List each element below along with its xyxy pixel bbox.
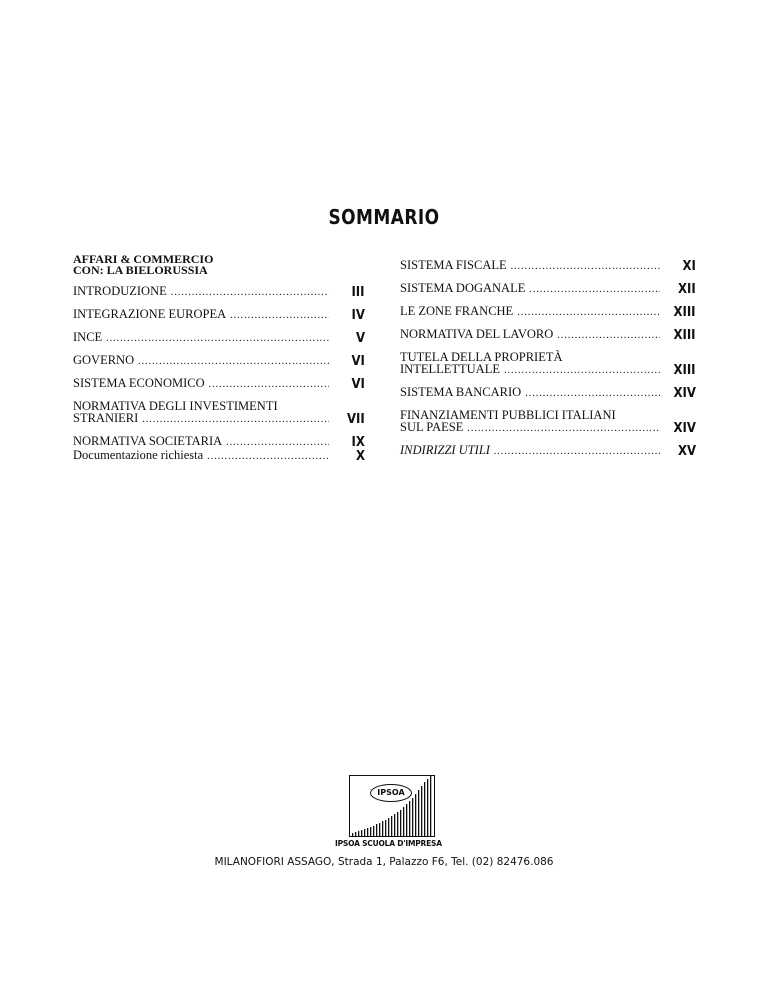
toc-entry-normativa-investimenti[interactable] [73,400,365,426]
toc-page-number: XIII [673,328,696,343]
toc-entry-sistema-doganale[interactable] [400,282,696,296]
toc-entry-label: INTRODUZIONE [73,284,167,298]
toc-page-number: XII [678,282,696,297]
section-heading-line-1: AFFARI & COMMERCIO [73,252,214,266]
toc-entry-label: SISTEMA FISCALE [400,258,507,272]
dot-leader [171,287,329,299]
logo-box [349,775,435,837]
toc-page-number: X [355,449,365,464]
toc-entry-label: INDIRIZZI UTILI [400,443,490,457]
toc-entry-documentazione-richiesta[interactable] [73,449,365,463]
toc-entry-label: STRANIERI [73,411,139,425]
toc-page-number: XV [677,444,696,459]
toc-entry-label: SUL PAESE [400,420,464,434]
dot-leader [557,330,660,342]
toc-entry-label: INCE [73,330,103,344]
page-title: SOMMARIO [328,205,440,229]
dot-leader [142,414,329,426]
toc-page-number: IV [351,308,365,323]
dot-leader [529,284,660,296]
toc-entry-label: SISTEMA DOGANALE [400,281,526,295]
toc-entry-label: NORMATIVA DEGLI INVESTIMENTI [73,399,278,413]
toc-entry-label: GOVERNO [73,353,135,367]
toc-entry-label: FINANZIAMENTI PUBBLICI ITALIANI [400,408,616,422]
toc-entry-label: SISTEMA ECONOMICO [73,376,205,390]
toc-page-number: V [355,331,365,346]
toc-entry-label: NORMATIVA DEL LAVORO [400,327,554,341]
dot-leader [207,451,329,463]
section-heading-line-2: CON: LA BIELORUSSIA [73,263,208,277]
toc-entry-label: INTEGRAZIONE EUROPEA [73,307,227,321]
dot-leader [106,333,329,345]
toc-entry-label: SISTEMA BANCARIO [400,385,522,399]
dot-leader [230,310,329,322]
dot-leader [525,388,660,400]
toc-page-number: IX [351,435,365,450]
toc-entry-integrazione-europea[interactable] [73,308,365,322]
toc-page-number: VI [351,377,365,392]
toc-entry-ince[interactable] [73,331,365,345]
toc-entry-label: Documentazione richiesta [73,448,204,462]
toc-entry-sistema-fiscale[interactable] [400,259,696,273]
toc-entry-normativa-societaria[interactable] [73,435,365,449]
toc-left-column [73,254,365,472]
toc-entry-label: TUTELA DELLA PROPRIETÀ [400,350,563,364]
dot-leader [494,446,660,458]
dot-leader [226,437,329,449]
toc-entry-sistema-bancario[interactable] [400,386,696,400]
toc-entry-introduzione[interactable] [73,285,365,299]
footer-address: MILANOFIORI ASSAGO, Strada 1, Palazzo F6, Tel. (02) 82476.086 [214,856,554,868]
toc-page-number: XI [682,259,696,274]
ipsoa-logo [335,775,442,848]
logo-badge: IPSOA [370,784,412,802]
toc-entry-sistema-economico[interactable] [73,377,365,391]
section-heading [73,254,365,276]
logo-caption: IPSOA SCUOLA D'IMPRESA [335,839,442,848]
toc-page-number: VI [351,354,365,369]
dot-leader [517,307,660,319]
dot-leader [511,261,660,273]
dot-leader [209,379,329,391]
toc-entry-finanziamenti-pubblici[interactable] [400,409,696,435]
toc-entry-label: NORMATIVA SOCIETARIA [73,434,223,448]
toc-page-number: VII [347,412,365,427]
toc-entry-tutela-proprieta[interactable] [400,351,696,377]
toc-entry-normativa-lavoro[interactable] [400,328,696,342]
dot-leader [467,423,660,435]
toc-page-number: XIV [673,386,696,401]
toc-entry-label: LE ZONE FRANCHE [400,304,514,318]
toc-entry-zone-franche[interactable] [400,305,696,319]
toc-page-number: III [351,285,365,300]
dot-leader [504,365,660,377]
toc-right-column [400,254,696,467]
dot-leader [138,356,329,368]
toc-page-number: XIII [673,305,696,320]
toc-page-number: XIV [673,421,696,436]
toc-entry-governo[interactable] [73,354,365,368]
toc-entry-indirizzi-utili[interactable] [400,444,696,458]
toc-entry-label: INTELLETTUALE [400,362,500,376]
toc-page-number: XIII [673,363,696,378]
